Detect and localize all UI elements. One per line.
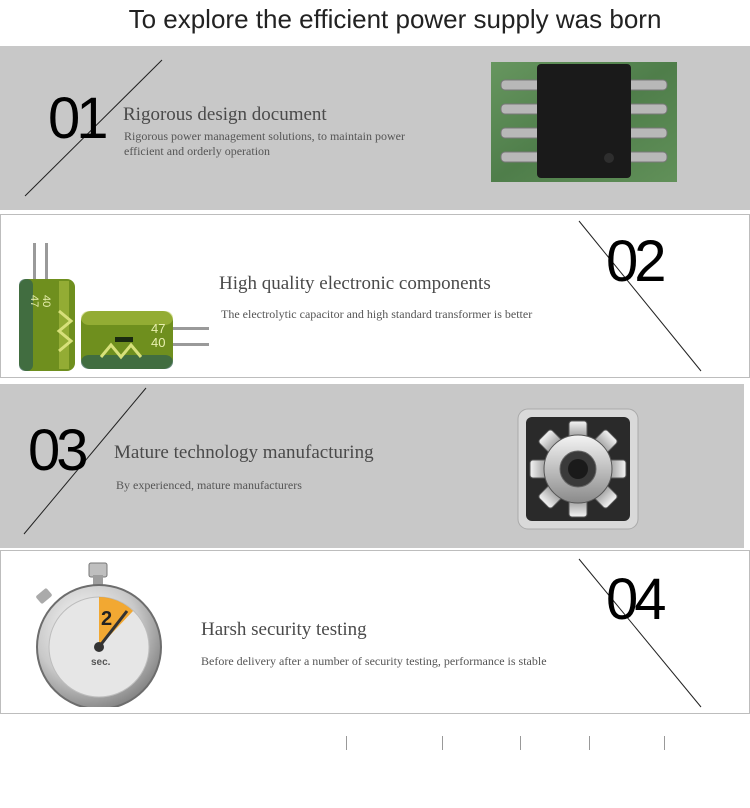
capacitor-label: 40 [151,335,166,350]
divider [520,736,521,750]
stopwatch-image [31,561,165,707]
feature-number: 01 [48,86,105,151]
feature-heading: Rigorous design document [123,104,327,125]
page-title: To explore the efficient power supply was born [128,4,662,34]
feature-description: Rigorous power management solutions, to maintain power efficient and orderly operation [124,129,405,158]
divider [442,736,443,750]
divider [664,736,665,750]
feature-panel-02 [0,214,750,378]
capacitor-label: 47 [28,295,40,308]
capacitor-label: 40 [40,295,52,308]
feature-heading: High quality electronic components [219,273,491,294]
stopwatch-digit: 2 [101,608,113,630]
feature-number: 03 [28,418,85,483]
feature-number: 04 [606,567,663,632]
feature-heading: Harsh security testing [201,619,367,640]
feature-number: 02 [606,229,663,294]
feature-panel-01 [0,46,750,210]
divider [589,736,590,750]
feature-description: By experienced, mature manufacturers [116,478,302,492]
feature-panel-03 [0,384,744,548]
feature-description: The electrolytic capacitor and high standard transformer is better [221,307,533,321]
feature-heading: Mature technology manufacturing [114,442,374,463]
gear-icon [517,408,639,530]
capacitor-image [15,241,211,378]
ic-chip-image [491,62,677,182]
feature-panel-04 [0,550,750,714]
capacitor-label: 47 [151,321,166,336]
stopwatch-unit: sec. [91,657,111,668]
divider [346,736,347,750]
feature-description: Before delivery after a number of security testing, performance is stable [201,654,547,668]
